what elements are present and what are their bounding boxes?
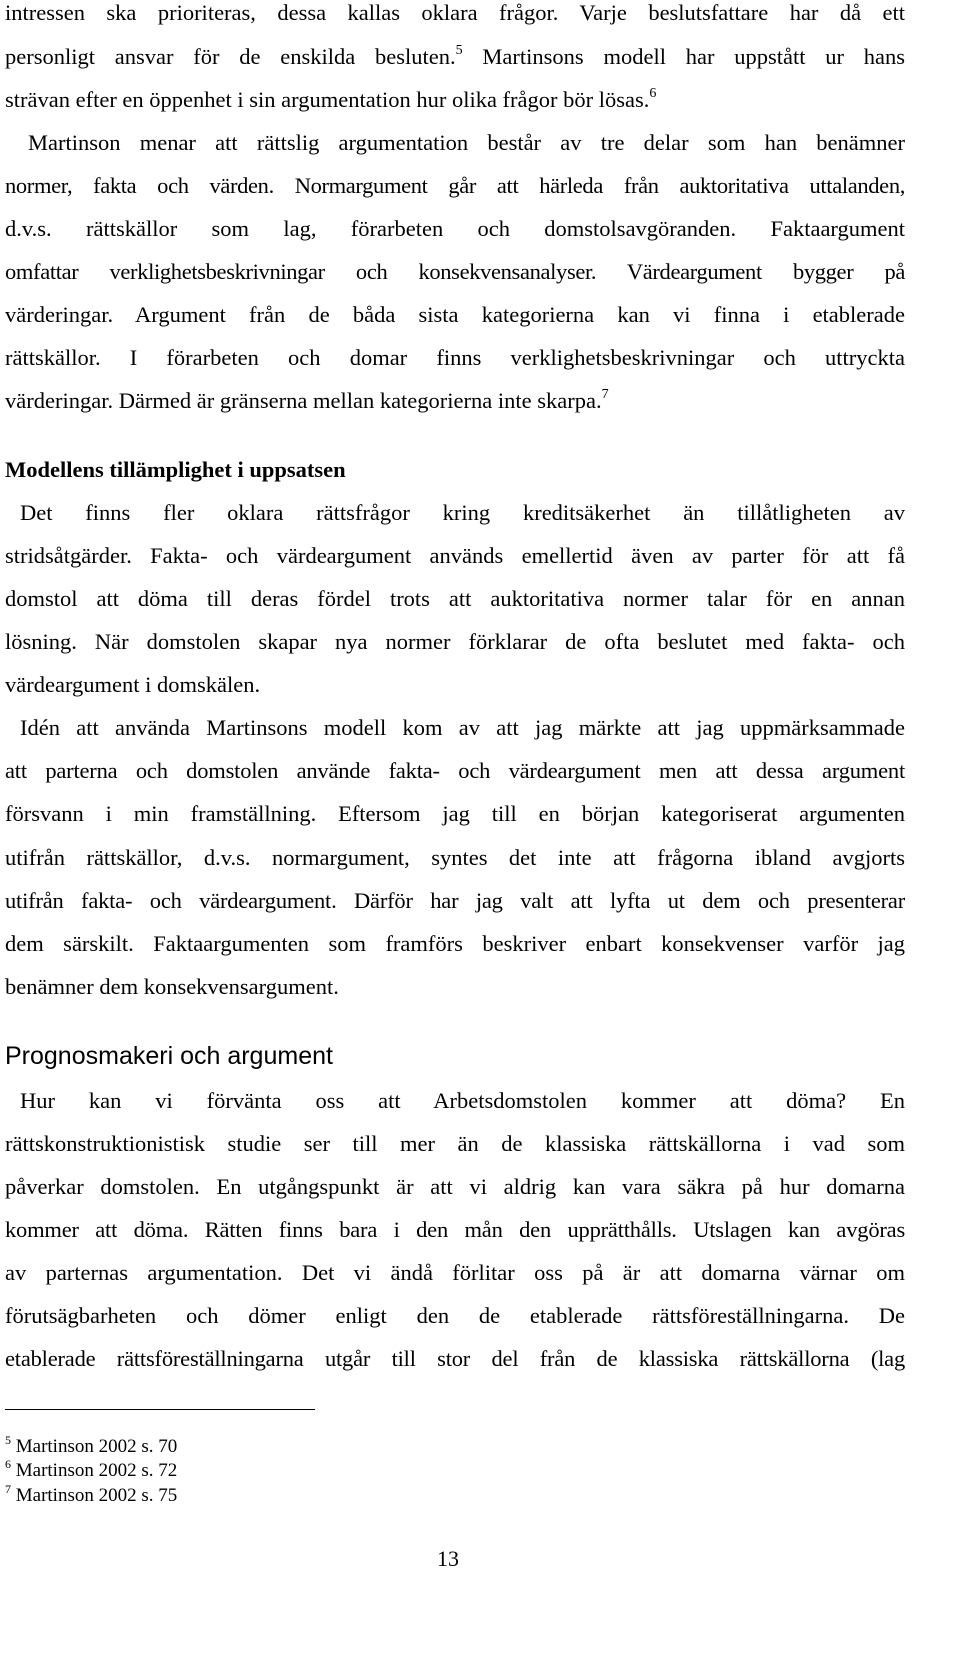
- body-line: värderingar. Därmed är gränserna mellan kategorierna inte skarpa.$^7$: [5, 387, 609, 413]
- body-line: personligt ansvar för de enskilda besluten.$^5$ Martinsons modell har uppstått ur hans: [5, 43, 906, 69]
- body-line: värderingar. Argument från de båda sista kategorierna kan vi finna i etablerade: [5, 302, 905, 327]
- body-line: domstol att döma till deras fördel trots att auktoritativa normer talar för en annan: [5, 586, 905, 611]
- footnote-separator: [5, 1409, 315, 1410]
- body-line: normer, fakta och värden. Normargument går att härleda från auktoritativa uttalanden,: [5, 173, 905, 198]
- section-heading: Prognosmakeri och argument: [5, 1042, 333, 1070]
- body-line: Idén att använda Martinsons modell kom av att jag märkte att jag uppmärksammade: [20, 715, 905, 740]
- body-line: kommer att döma. Rätten finns bara i den mån den upprätthålls. Utslagen kan avgöras: [5, 1217, 905, 1242]
- body-line: Hur kan vi förvänta oss att Arbetsdomstolen kommer att döma? En: [20, 1088, 905, 1113]
- body-line: intressen ska prioriteras, dessa kallas oklara frågor. Varje beslutsfattare har då ett: [5, 0, 905, 25]
- body-line: förutsägbarheten och dömer enligt den de etablerade rättsföreställningarna. De: [5, 1303, 905, 1328]
- body-line: rättskonstruktionistisk studie ser till mer än de klassiska rättskällorna i vad som: [5, 1131, 905, 1156]
- body-line: benämner dem konsekvensargument.: [5, 974, 339, 999]
- body-line: värdeargument i domskälen.: [5, 672, 261, 697]
- body-line: Det finns fler oklara rättsfrågor kring kreditsäkerhet än tillåtligheten av: [20, 500, 905, 525]
- body-line: Martinson menar att rättslig argumentation består av tre delar som han benämner: [28, 130, 905, 155]
- body-line: försvann i min framställning. Eftersom jag till en början kategoriserat argumenten: [5, 801, 905, 826]
- footnote: $^6$ Martinson 2002 s. 72: [5, 1457, 178, 1481]
- footnote-ref[interactable]: 5: [455, 43, 463, 58]
- footnote: $^7$ Martinson 2002 s. 75: [5, 1482, 178, 1506]
- body-line: dem särskilt. Faktaargumenten som framförs beskriver enbart konsekvenser varför jag: [5, 931, 905, 956]
- page-number: 13: [437, 1546, 459, 1571]
- body-line: av parternas argumentation. Det vi ändå förlitar oss på är att domarna värnar om: [5, 1260, 905, 1285]
- body-line: att parterna och domstolen använde fakta- och värdeargument men att dessa argument: [5, 758, 905, 783]
- footnote-ref[interactable]: 7: [601, 387, 609, 402]
- body-line: rättskällor. I förarbeten och domar finns verklighetsbeskrivningar och uttryckta: [5, 345, 905, 370]
- body-line: d.v.s. rättskällor som lag, förarbeten och domstolsavgöranden. Faktaargument: [5, 216, 905, 241]
- body-line: stridsåtgärder. Fakta- och värdeargument används emellertid även av parter för att få: [5, 543, 905, 568]
- body-line: omfattar verklighetsbeskrivningar och konsekvensanalyser. Värdeargument bygger på: [5, 259, 905, 284]
- body-line: etablerade rättsföreställningarna utgår till stor del från de klassiska rättskällorna (lag: [5, 1346, 905, 1371]
- footnote: $^5$ Martinson 2002 s. 70: [5, 1433, 178, 1457]
- body-line: utifrån fakta- och värdeargument. Därför har jag valt att lyfta ut dem och presenterar: [5, 888, 905, 913]
- body-line: lösning. När domstolen skapar nya normer förklarar de ofta beslutet med fakta- och: [5, 629, 905, 654]
- section-heading: Modellens tillämplighet i uppsatsen: [5, 457, 346, 482]
- body-line: påverkar domstolen. En utgångspunkt är att vi aldrig kan vara säkra på hur domarna: [5, 1174, 905, 1199]
- body-line: utifrån rättskällor, d.v.s. normargument, syntes det inte att frågorna ibland avgjorts: [5, 845, 905, 870]
- footnote-ref[interactable]: 6: [649, 86, 657, 101]
- body-line: strävan efter en öppenhet i sin argumentation hur olika frågor bör lösas.$^6$: [5, 86, 657, 112]
